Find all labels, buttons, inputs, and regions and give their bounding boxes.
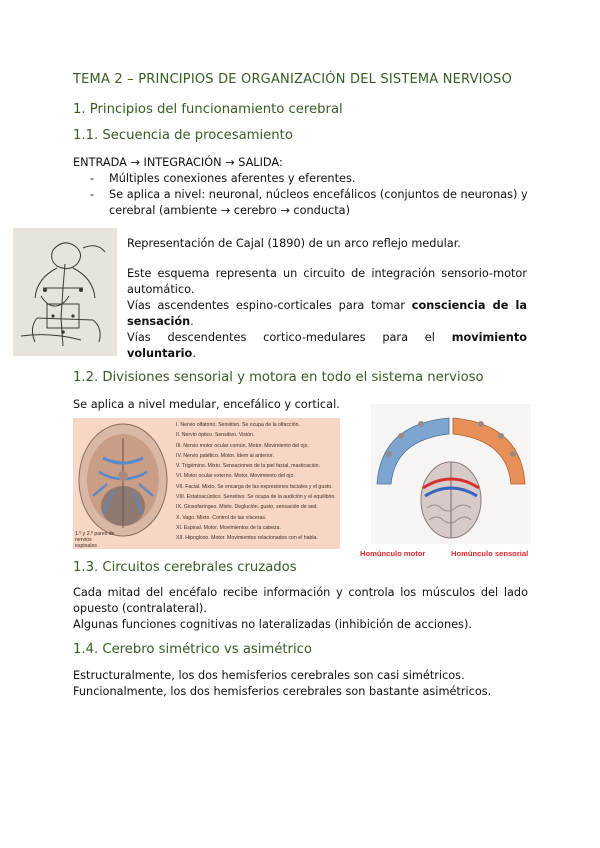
consciousness-emphasis: consciencia de la sensación	[127, 299, 527, 328]
homunculus-figure	[371, 404, 531, 544]
brain-base-drawing	[73, 418, 173, 549]
section-1-2-heading: 1.2. Divisiones sensorial y motora en todo el sistema nervioso	[73, 370, 484, 385]
bullet-item: - Se aplica a nivel: neuronal, núcleos encefálicos (conjuntos de neuronas) y cerebral (ambiente → cerebro → conducta)	[73, 187, 529, 219]
nerve-item: IX. Glosofaríngeo. Mixto. Deglución, gusto, sensación de sed.	[176, 504, 318, 511]
section-1-4-heading: 1.4. Cerebro simétrico vs asimétrico	[73, 642, 312, 657]
cajal-reflex-arc-figure	[13, 228, 117, 356]
section-1-heading: 1. Principios del funcionamiento cerebral	[73, 102, 343, 117]
nerve-item: XI. Espinal. Motor. Movimientos de la cabeza.	[176, 524, 281, 531]
nerve-item: II. Nervio óptico. Sensitivo. Visión.	[176, 432, 255, 439]
functional-text: Funcionalmente, los dos hemisferios cerebrales son bastante asimétricos.	[73, 685, 492, 698]
nerve-item: XII. Hipogloso. Motor. Movimientos relacionados con el habla.	[176, 535, 318, 542]
structural-text: Estructuralmente, los dos hemisferios cerebrales son casi simétricos.	[73, 669, 465, 682]
nerve-item: X. Vago. Mixto. Control de las vísceras.	[176, 514, 267, 521]
crossed-circuits-paragraph	[73, 585, 528, 633]
voluntary-movement-emphasis: movimiento voluntario	[127, 331, 527, 360]
sensorimotor-paragraph	[127, 266, 527, 362]
caption-sensory-homunculus: Homúnculo sensorial	[451, 549, 529, 558]
nerve-item: I. Nervio olfatorio. Sensitivo. Se ocupa de la olfacción.	[176, 422, 300, 428]
descending-pathways: Vías descendentes cortico-medulares para el movimiento voluntario.	[127, 331, 527, 360]
scheme-text: Este esquema representa un circuito de integración sensorio-motor automático.	[127, 267, 527, 296]
cranial-nerves-figure	[73, 418, 340, 549]
nerve-item: III. Nervio motor ocular común. Motor. Movimiento del ojo.	[176, 442, 309, 449]
contralateral-text: Cada mitad del encéfalo recibe información y controla los músculos del lado opuesto (contralateral).	[73, 586, 528, 615]
spinal-pairs-label: 1.º y 2.º pares de nervios espinales	[75, 531, 115, 549]
non-lateralized-text: Algunas funciones cognitivas no lateralizadas (inhibición de acciones).	[73, 618, 472, 631]
processing-sequence: ENTRADA → INTEGRACIÓN → SALIDA:	[73, 156, 283, 169]
section-1-3-heading: 1.3. Circuitos cerebrales cruzados	[73, 560, 297, 575]
cajal-drawing	[13, 228, 117, 356]
section-1-1-heading: 1.1. Secuencia de procesamiento	[73, 128, 293, 143]
bullet-item: - Múltiples conexiones aferentes y eferentes.	[73, 171, 529, 187]
caption-motor-homunculus: Homúnculo motor	[360, 549, 426, 558]
ascending-pathways: Vías ascendentes espino-corticales para tomar consciencia de la sensación.	[127, 299, 527, 328]
processing-bullets	[73, 171, 529, 219]
nerve-list	[176, 420, 338, 544]
nerve-item: VII. Facial. Mixto. Se encarga de las expresiones faciales y el gusto.	[176, 483, 333, 490]
nerve-item: IV. Nervio patético. Motor. Ídem al anterior.	[176, 452, 274, 459]
division-text: Se aplica a nivel medular, encefálico y cortical.	[73, 398, 340, 411]
cajal-caption: Representación de Cajal (1890) de un arco reflejo medular.	[127, 237, 461, 250]
nerve-item: VI. Motor ocular externo. Motor. Movimiento del ojo.	[176, 473, 295, 480]
nerve-item: V. Trigémino. Mixto. Sensaciones de la piel facial, masticación.	[176, 463, 320, 470]
symmetry-paragraph	[73, 668, 528, 700]
document-title: TEMA 2 – PRINCIPIOS DE ORGANIZACIÓN DEL SISTEMA NERVIOSO	[73, 72, 513, 87]
homunculus-drawing	[371, 404, 531, 544]
nerve-item: VIII. Estatoacústico. Sensitivo. Se ocupa de la audición y el equilibrio.	[176, 494, 336, 501]
